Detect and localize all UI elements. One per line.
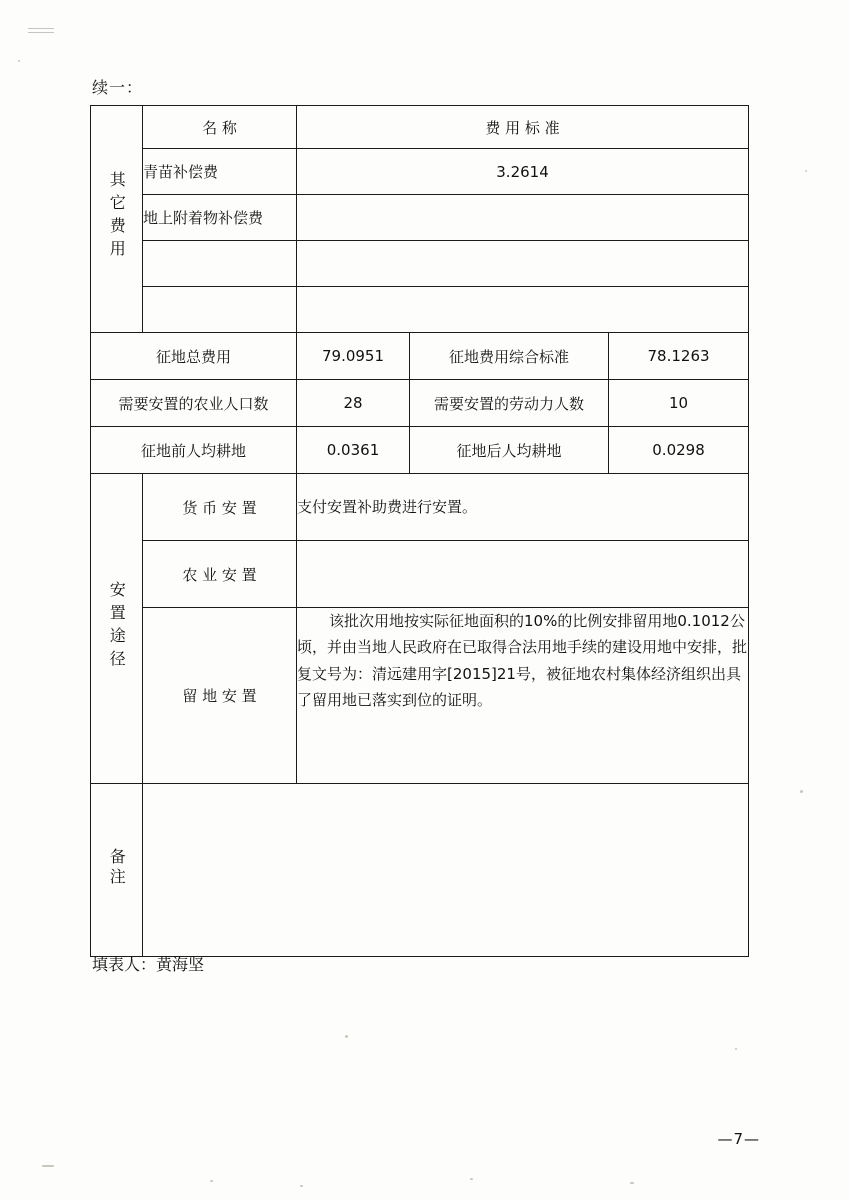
summary-label-left-1: 需要安置的农业人口数 [91, 380, 297, 427]
fee-name-2 [143, 241, 297, 287]
fee-standard-header: 费 用 标 准 [297, 106, 749, 149]
summary-label-right-1: 需要安置的劳动力人数 [410, 380, 609, 427]
other-fees-label-cell [91, 106, 143, 333]
fee-value-2 [297, 241, 749, 287]
table-row-summary-0 [91, 333, 749, 380]
summary-value-right-1: 10 [609, 380, 749, 427]
other-fees-label: 其它费用 [107, 171, 127, 263]
summary-label-right-0: 征地费用综合标准 [410, 333, 609, 380]
land-requisition-table [90, 105, 749, 957]
summary-value-right-0: 78.1263 [609, 333, 749, 380]
preparer-line: 填表人：黄海坚 [92, 955, 205, 974]
fee-name-1: 地上附着物补偿费 [143, 195, 297, 241]
table-row [91, 195, 749, 241]
fee-value-3 [297, 287, 749, 333]
placement-label: 安置途径 [107, 580, 127, 673]
fee-name-header: 名 称 [143, 106, 297, 149]
placement-content-0: 支付安置补助费进行安置。 [297, 474, 749, 541]
placement-name-1: 农 业 安 置 [143, 541, 297, 608]
table-row-placement-0 [91, 474, 749, 541]
table-row-summary-2 [91, 427, 749, 474]
summary-value-left-2: 0.0361 [297, 427, 410, 474]
table-row [91, 149, 749, 195]
summary-value-left-1: 28 [297, 380, 410, 427]
remark-label: 备注 [107, 848, 127, 888]
summary-value-left-0: 79.0951 [297, 333, 410, 380]
table-row [91, 287, 749, 333]
summary-label-left-2: 征地前人均耕地 [91, 427, 297, 474]
fee-value-1 [297, 195, 749, 241]
table-row-placement-2 [91, 608, 749, 784]
table-row-placement-1 [91, 541, 749, 608]
summary-label-left-0: 征地总费用 [91, 333, 297, 380]
placement-content-2 [297, 608, 749, 784]
summary-label-right-2: 征地后人均耕地 [410, 427, 609, 474]
fee-name-0: 青苗补偿费 [143, 149, 297, 195]
fee-name-3 [143, 287, 297, 333]
placement-label-cell [91, 474, 143, 784]
placement-content-1 [297, 541, 749, 608]
placement-content-2-text: 该批次用地按实际征地面积的10%的比例安排留用地0.1012公顷，并由当地人民政府在已取得合法用地手续的建设用地中安排，批复文号为：清远建用字[2015]21号，被征地农村集体经济组织出具了留用地已落实到位的证明。 [297, 612, 748, 709]
table-row [91, 241, 749, 287]
page-number: —7— [717, 1130, 760, 1148]
continuation-label: 续一： [92, 78, 144, 97]
placement-name-2: 留 地 安 置 [143, 608, 297, 784]
summary-value-right-2: 0.0298 [609, 427, 749, 474]
table-row-summary-1 [91, 380, 749, 427]
table-row-remark [91, 784, 749, 957]
placement-name-0: 货 币 安 置 [143, 474, 297, 541]
remark-label-cell [91, 784, 143, 957]
table-row-fee-header [91, 106, 749, 149]
remark-content [143, 784, 749, 957]
fee-value-0: 3.2614 [297, 149, 749, 195]
